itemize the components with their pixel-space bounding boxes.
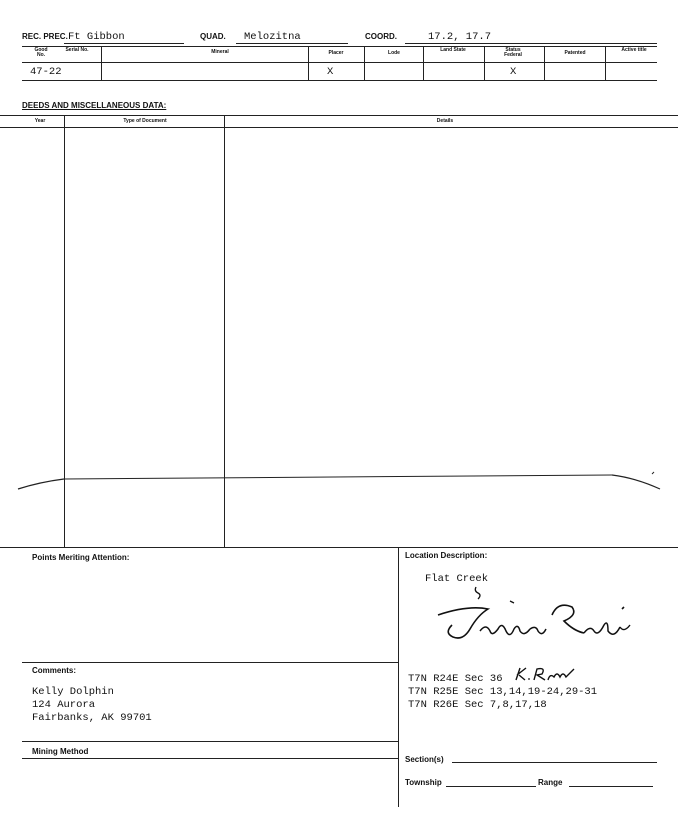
section-line-1: T7N R24E Sec 36 — [408, 673, 503, 685]
year-header: Year — [34, 118, 46, 124]
active-title-header: Active title — [621, 47, 647, 53]
quad-label: QUAD. — [200, 32, 226, 41]
township-underline[interactable] — [446, 786, 536, 787]
sections-underline[interactable] — [452, 762, 657, 763]
comment-line-2: 124 Aurora — [32, 699, 96, 711]
location-description-label: Location Description: — [405, 551, 488, 560]
status-federal-value: X — [510, 66, 517, 78]
mining-method-top-rule — [22, 741, 398, 742]
table-header-rule — [22, 62, 657, 63]
range-underline[interactable] — [569, 786, 653, 787]
coord-underline — [405, 43, 657, 44]
location-description-text: Flat Creek — [425, 573, 489, 585]
coord-value: 17.2, 17.7 — [428, 31, 492, 43]
serial-no-header: Serial No. — [65, 47, 89, 53]
section-line-2: T7N R25E Sec 13,14,19-24,29-31 — [408, 686, 598, 698]
col-divider — [605, 46, 606, 80]
col-divider — [308, 46, 309, 80]
fold-crease-line — [0, 470, 678, 500]
status-federal-header: Status Federal — [504, 47, 522, 58]
table-bottom-rule — [22, 80, 657, 81]
good-no-value: 47-22 — [30, 66, 62, 78]
mining-method-label: Mining Method — [32, 747, 89, 756]
rec-prec-value: Ft Gibbon — [68, 31, 125, 43]
handwritten-signature — [418, 585, 638, 655]
col-divider — [364, 46, 365, 80]
rec-prec-label: REC. PREC. — [22, 32, 68, 41]
col-divider — [101, 46, 102, 80]
deeds-section-title: DEEDS AND MISCELLANEOUS DATA: — [22, 101, 167, 110]
section-line-3: T7N R26E Sec 7,8,17,18 — [408, 699, 547, 711]
mineral-header: Mineral — [211, 49, 229, 55]
coord-label: COORD. — [365, 32, 397, 41]
col-divider — [484, 46, 485, 80]
lode-header: Lode — [388, 50, 400, 56]
patented-header: Patented — [564, 50, 586, 56]
land-state-header: Land State — [440, 47, 466, 53]
quad-underline — [236, 43, 348, 44]
lower-center-divider — [398, 547, 399, 807]
comments-top-rule — [22, 662, 398, 663]
placer-value: X — [327, 66, 334, 78]
col-divider — [544, 46, 545, 80]
quad-value: Melozitna — [244, 31, 301, 43]
deeds-bottom-rule — [0, 547, 678, 548]
points-meriting-attention-label: Points Meriting Attention: — [32, 553, 130, 562]
rec-prec-underline — [64, 43, 184, 44]
comment-line-1: Kelly Dolphin — [32, 686, 114, 698]
township-label: Township — [405, 778, 442, 787]
type-header: Type of Document — [123, 118, 167, 124]
deeds-top-rule — [0, 115, 678, 116]
comment-line-3: Fairbanks, AK 99701 — [32, 712, 152, 724]
deeds-header-rule — [0, 127, 678, 128]
comments-label: Comments: — [32, 666, 77, 675]
sections-label: Section(s) — [405, 755, 444, 764]
handwritten-initials — [514, 665, 584, 683]
col-divider — [423, 46, 424, 80]
good-no-header: Good No. — [34, 47, 48, 58]
range-label: Range — [538, 778, 563, 787]
table-top-rule — [22, 46, 657, 47]
mining-method-bottom-rule — [22, 758, 398, 759]
details-header: Details — [436, 118, 454, 124]
placer-header: Placer — [328, 50, 344, 56]
